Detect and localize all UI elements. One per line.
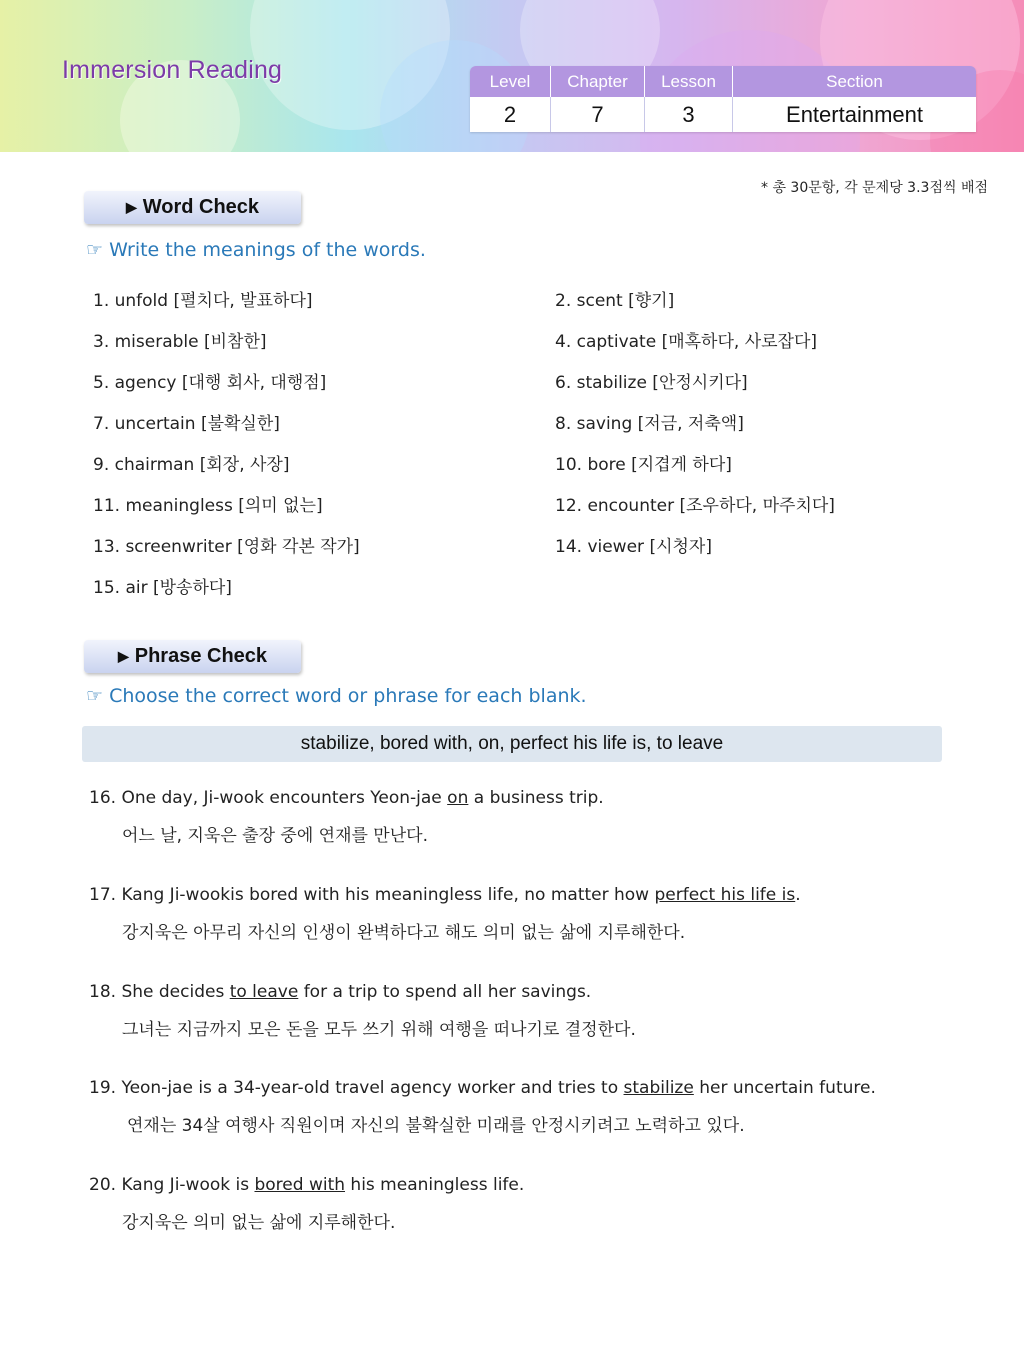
- question-text: for a trip to spend all her savings.: [298, 982, 592, 1002]
- question-20-translation: 강지욱은 의미 없는 삶에 지루해한다.: [122, 1213, 396, 1233]
- word-item: 13. screenwriter [영화 각본 작가]: [93, 537, 360, 557]
- word-item: 3. miserable [비참한]: [93, 332, 267, 352]
- lesson-info-table: [470, 66, 976, 132]
- question-20: [89, 1175, 524, 1195]
- app-title: Immersion Reading: [62, 56, 283, 84]
- question-19-translation: 연재는 34살 여행사 직원이며 자신의 불확실한 미래를 안정시키려고 노력하고 있다.: [127, 1116, 745, 1136]
- word-bank: stabilize, bored with, on, perfect his life is, to leave: [82, 726, 942, 762]
- lesson-info-header: [470, 66, 976, 97]
- score-note: * 총 30문항, 각 문제당 3.3점씩 배점: [761, 180, 988, 196]
- header-banner: [0, 0, 1024, 152]
- question-text: 16. One day, Ji-wook encounters Yeon-jae: [89, 788, 448, 808]
- chapter-value: 7: [551, 97, 645, 132]
- word-item: 14. viewer [시청자]: [555, 537, 712, 557]
- section-header: Section: [826, 71, 883, 91]
- question-18-translation: 그녀는 지금까지 모은 돈을 모두 쓰기 위해 여행을 떠나기로 결정한다.: [122, 1020, 636, 1040]
- section-value: Entertainment: [786, 101, 923, 127]
- word-item: 12. encounter [조우하다, 마주치다]: [555, 496, 835, 516]
- lesson-value: 3: [645, 97, 733, 132]
- word-item: 6. stabilize [안정시키다]: [555, 373, 748, 393]
- word-check-title: Word Check: [142, 196, 260, 218]
- phrase-check-title: Phrase Check: [134, 645, 268, 667]
- level-value: 2: [470, 97, 551, 132]
- question-text: 18. She decides: [89, 982, 230, 1002]
- word-item: 5. agency [대행 회사, 대행점]: [93, 373, 327, 393]
- question-text: his meaningless life.: [345, 1175, 525, 1195]
- question-19: [89, 1078, 876, 1098]
- lesson-header: Lesson: [645, 66, 733, 97]
- answer-blank: to leave: [229, 982, 299, 1002]
- question-text: 20. Kang Ji-wook is: [89, 1175, 255, 1195]
- play-triangle-icon: ▶: [125, 199, 137, 215]
- question-17: [89, 885, 801, 905]
- question-text: a business trip.: [468, 788, 604, 808]
- question-text: 17. Kang Ji-wookis bored with his meaningless life, no matter how: [89, 885, 655, 905]
- word-item: 1. unfold [펼치다, 발표하다]: [93, 291, 313, 311]
- answer-blank: bored with: [254, 1175, 346, 1195]
- question-16: [89, 788, 604, 808]
- chapter-header: Chapter: [551, 66, 645, 97]
- answer-blank: on: [447, 788, 469, 808]
- question-17-translation: 강지욱은 아무리 자신의 인생이 완벽하다고 해도 의미 없는 삶에 지루해한다.: [122, 923, 686, 943]
- level-header: Level: [470, 66, 551, 97]
- word-item: 10. bore [지겹게 하다]: [555, 455, 732, 475]
- word-item: 15. air [방송하다]: [93, 578, 232, 598]
- word-item: 9. chairman [회장, 사장]: [93, 455, 290, 475]
- word-item: 7. uncertain [불확실한]: [93, 414, 280, 434]
- answer-blank: stabilize: [623, 1078, 694, 1098]
- lesson-info-values: [470, 97, 976, 132]
- question-16-translation: 어느 날, 지욱은 출장 중에 연재를 만난다.: [122, 826, 428, 846]
- question-text: .: [795, 885, 801, 905]
- question-18: [89, 982, 591, 1002]
- word-item: 2. scent [향기]: [555, 291, 675, 311]
- answer-blank: perfect his life is: [654, 885, 796, 905]
- question-text: her uncertain future.: [693, 1078, 876, 1098]
- word-item: 11. meaningless [의미 없는]: [93, 496, 323, 516]
- word-check-instruction: ☞ Write the meanings of the words.: [86, 239, 426, 261]
- word-item: 8. saving [저금, 저축액]: [555, 414, 744, 434]
- word-item: 4. captivate [매혹하다, 사로잡다]: [555, 332, 818, 352]
- play-triangle-icon: ▶: [117, 648, 129, 664]
- question-text: 19. Yeon-jae is a 34-year-old travel agency worker and tries to: [89, 1078, 624, 1098]
- phrase-check-instruction: ☞ Choose the correct word or phrase for each blank.: [86, 685, 587, 707]
- phrase-check-heading: [84, 640, 301, 673]
- word-check-heading: [84, 191, 301, 224]
